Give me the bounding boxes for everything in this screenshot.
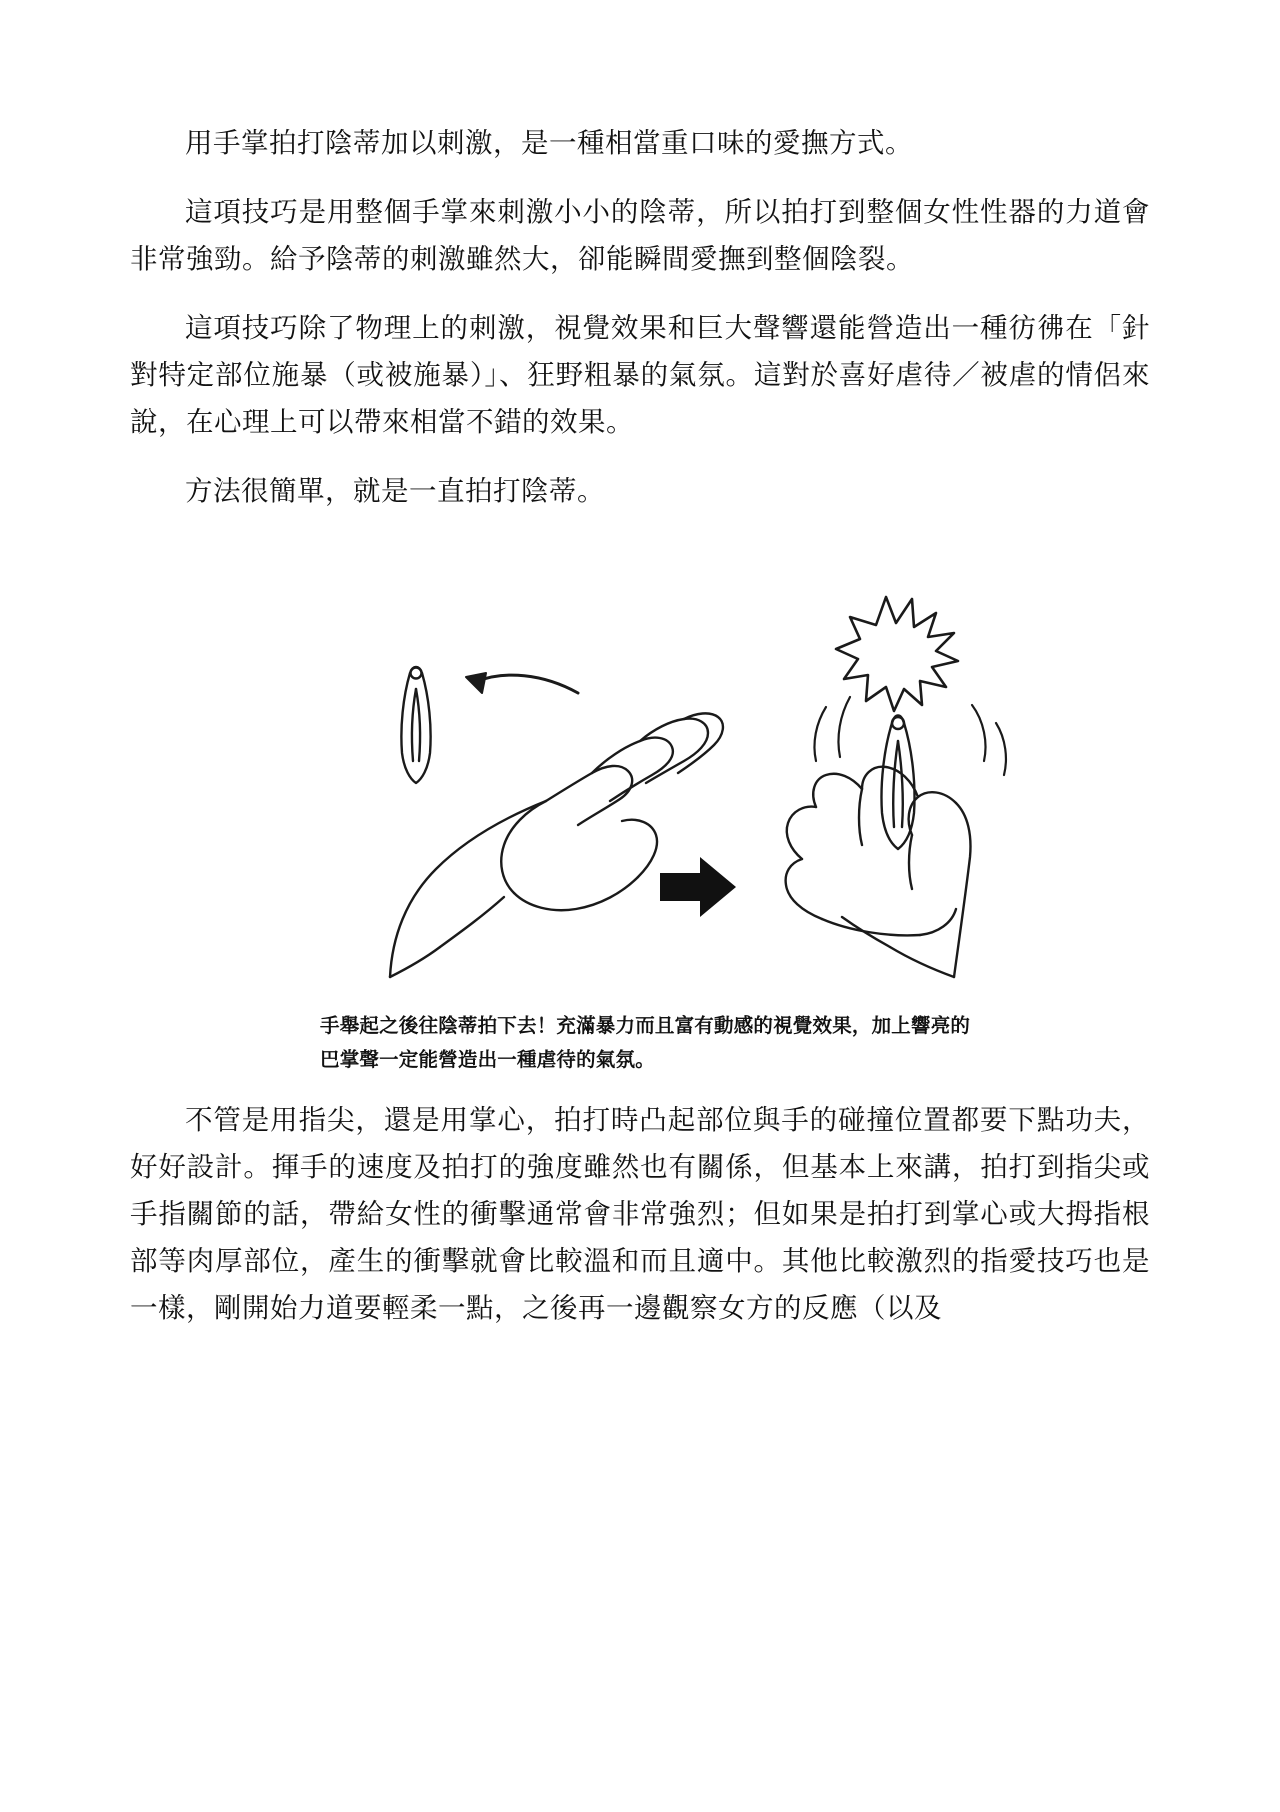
striking-hand-illustration xyxy=(786,767,971,977)
page-content xyxy=(130,120,1150,1354)
paragraph-1: 用手掌拍打陰蒂加以刺激，是一種相當重口味的愛撫方式。 xyxy=(185,127,913,159)
right-scene-group xyxy=(786,597,1006,977)
impact-burst-icon xyxy=(836,597,958,711)
figure-illustration xyxy=(260,577,1020,997)
figure-caption: 手舉起之後往陰蒂拍下去！充滿暴力而且富有動感的視覺效果，加上響亮的巴掌聲一定能營造出一種虐待的氣氛。 xyxy=(320,1014,971,1071)
left-scene-group xyxy=(390,667,723,977)
paragraph-2: 這項技巧是用整個手掌來刺激小小的陰蒂，所以拍打到整個女性性器的力道會非常強勁。給予陰蒂的刺激雖然大，卻能瞬間愛撫到整個陰裂。 xyxy=(130,196,1150,275)
motion-lines-icon xyxy=(814,697,1005,775)
paragraph-4: 方法很簡單，就是一直拍打陰蒂。 xyxy=(185,475,605,507)
paragraph-5: 不管是用指尖，還是用掌心，拍打時凸起部位與手的碰撞位置都要下點功夫，好好設計。揮手的速度及拍打的強度雖然也有關係，但基本上來講，拍打到指尖或手指關節的話，帶給女性的衝擊通常會非常強烈；但如果是拍打到掌心或大拇指根部等肉厚部位，產生的衝擊就會比較溫和而且適中。其他比較激烈的指愛技巧也是一樣，剛開始力道要輕柔一點，之後再一邊觀察女方的反應（以及 xyxy=(130,1104,1150,1324)
paragraph-3: 這項技巧除了物理上的刺激，視覺效果和巨大聲響還能營造出一種彷彿在「針對特定部位施暴（或被施暴）」、狂野粗暴的氣氛。這對於喜好虐待／被虐的情侶來說，在心理上可以帶來相當不錯的效果。 xyxy=(130,312,1150,438)
raised-hand-illustration xyxy=(390,713,723,977)
curved-arrow-up-left-icon xyxy=(466,673,578,693)
vulva-left-icon xyxy=(401,667,430,783)
figure xyxy=(130,577,1150,1097)
black-right-arrow-icon xyxy=(660,857,736,917)
